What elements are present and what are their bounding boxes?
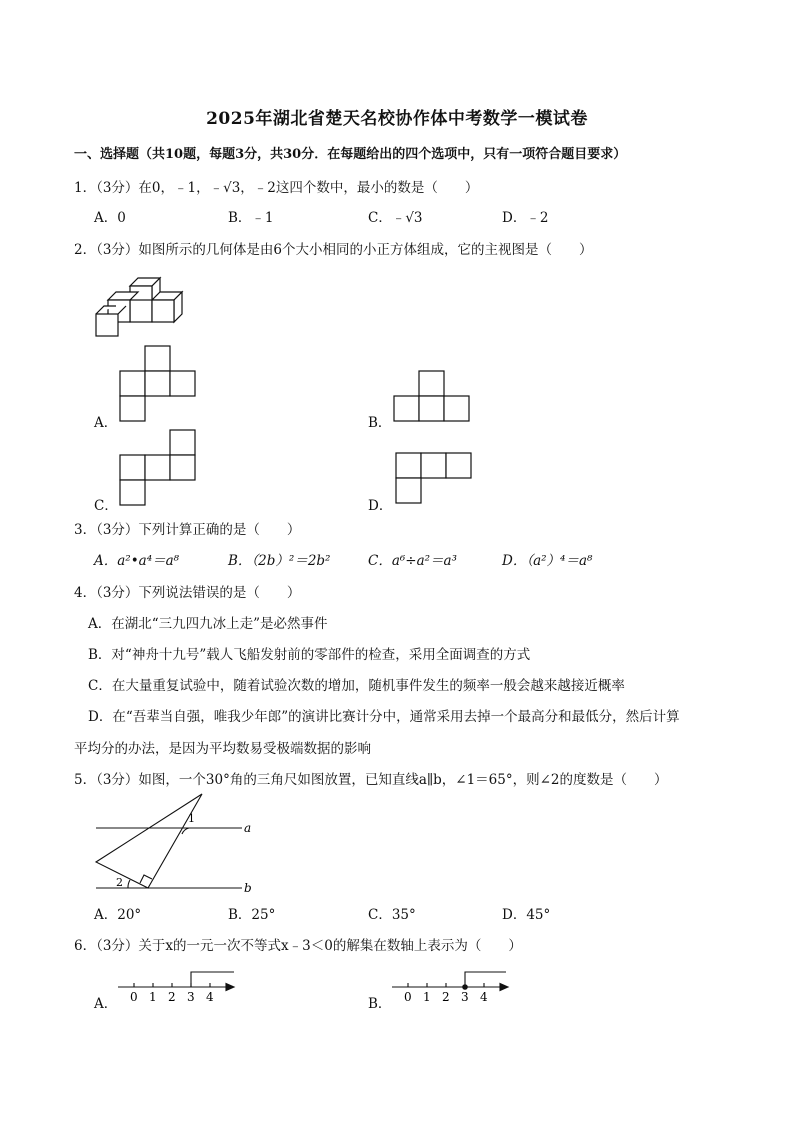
tick-label-1: 1	[423, 990, 431, 1004]
q1-option-a: A．0	[94, 210, 126, 226]
q3-option-d: D．（a²）⁴＝a⁸	[502, 553, 593, 569]
q1-option-c: C．﹣√3	[368, 210, 423, 226]
q3-stem: 3．（3分）下列计算正确的是（ ）	[74, 522, 301, 538]
tick-label-3: 3	[461, 990, 469, 1004]
page-title: 2025年湖北省楚天名校协作体中考数学一模试卷	[206, 109, 588, 129]
q2-stem: 2．（3分）如图所示的几何体是由6个大小相同的小正方体组成，它的主视图是（ ）	[74, 242, 593, 258]
q4-option-b: B．对“神舟十九号”载人飞船发射前的零部件的检查，采用全面调查的方式	[88, 647, 531, 663]
q4-option-a: A．在湖北“三九四九冰上走”是必然事件	[88, 616, 328, 632]
q3-option-a: A．a²•a⁴＝a⁸	[94, 553, 180, 569]
tick-label-2: 2	[442, 990, 450, 1004]
angle-2-label: 2	[116, 876, 123, 889]
section-heading: 一、选择题（共10题，每题3分，共30分．在每题给出的四个选项中，只有一项符合题目要求）	[74, 147, 627, 162]
tick-label-0: 0	[404, 990, 412, 1004]
q5-option-c: C．35°	[368, 907, 416, 923]
q4-option-d-line1: D．在“吾辈当自强，唯我少年郎”的演讲比赛计分中，通常采用去掉一个最高分和最低分，然后计算	[88, 709, 680, 725]
angle-1-label: 1	[188, 812, 195, 825]
q2-option-b-figure	[392, 370, 472, 424]
q2-option-c-figure	[118, 429, 198, 507]
q2-option-d-figure	[394, 452, 474, 506]
q1-option-d: D．﹣2	[502, 210, 549, 226]
cube-solid-figure	[90, 270, 190, 338]
q4-option-c: C．在大量重复试验中，随着试验次数的增加，随机事件发生的频率一般会越来越接近概率	[88, 678, 625, 694]
tick-label-0: 0	[130, 990, 138, 1004]
q6-option-b-numberline	[392, 968, 512, 1008]
q5-stem: 5．（3分）如图，一个30°角的三角尺如图放置，已知直线a∥b，∠1＝65°，则∠2的度数是（ ）	[74, 772, 668, 788]
q6-stem: 6．（3分）关于x的一元一次不等式x﹣3＜0的解集在数轴上表示为（ ）	[74, 938, 522, 954]
q6-option-a: A．	[94, 996, 118, 1012]
tick-label-1: 1	[149, 990, 157, 1004]
q2-option-c: C．	[94, 498, 118, 514]
q5-triangle-figure	[90, 790, 260, 900]
q5-option-d: D．45°	[502, 907, 551, 923]
q1-option-b: B．﹣1	[228, 210, 274, 226]
tick-label-2: 2	[168, 990, 176, 1004]
tick-label-4: 4	[480, 990, 488, 1004]
q2-option-a-figure	[118, 345, 198, 423]
q2-option-a: A．	[94, 415, 118, 431]
q3-option-c: C．a⁶÷a²＝a³	[368, 553, 458, 569]
q4-option-d-line2: 平均分的办法，是因为平均数易受极端数据的影响	[74, 741, 371, 757]
q1-stem: 1．（3分）在0，﹣1，﹣√3，﹣2这四个数中，最小的数是（ ）	[74, 180, 479, 196]
line-b-label: b	[244, 881, 252, 895]
q6-option-a-numberline	[118, 968, 238, 1008]
q2-option-b: B．	[368, 415, 392, 431]
q4-stem: 4．（3分）下列说法错误的是（ ）	[74, 585, 301, 601]
q3-option-b: B．（2b）²＝2b²	[228, 553, 331, 569]
q5-option-b: B．25°	[228, 907, 276, 923]
q5-option-a: A．20°	[94, 907, 142, 923]
q2-option-d: D．	[368, 498, 393, 514]
tick-label-4: 4	[206, 990, 214, 1004]
q6-option-b: B．	[368, 996, 392, 1012]
line-a-label: a	[244, 821, 252, 835]
tick-label-3: 3	[187, 990, 195, 1004]
solid-dot-marker	[462, 984, 468, 990]
